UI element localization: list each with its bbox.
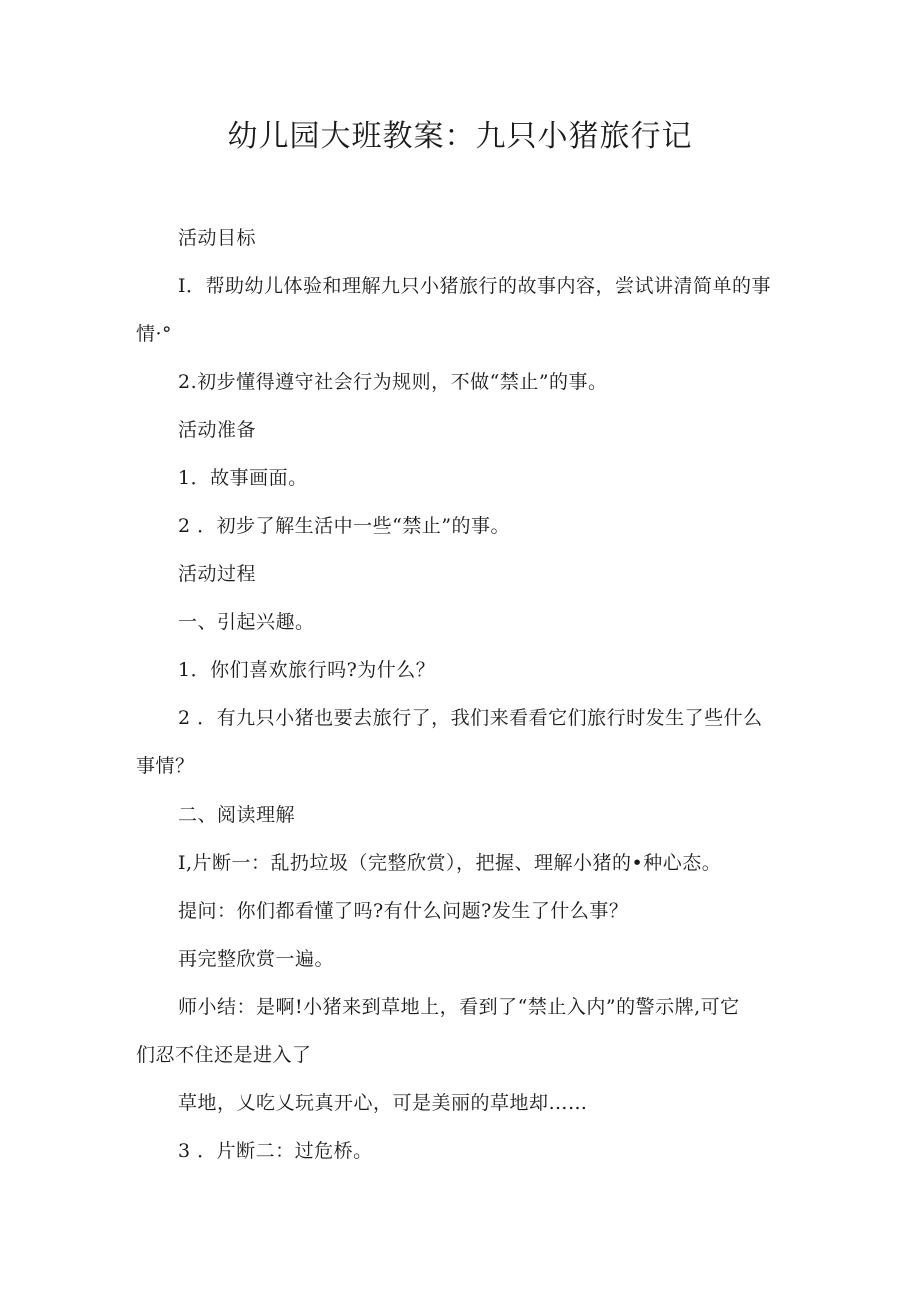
re-watch-paragraph: 再完整欣赏一遍。 — [178, 948, 335, 970]
section-two-heading: 二、阅读理解 — [178, 804, 296, 826]
section-two-item-3: 3 ．片断二：过危桥。 — [178, 1140, 373, 1162]
teacher-summary: 师小结：是啊!小猪来到草地上，看到了“禁止入内”的警示牌,可它 — [178, 996, 740, 1018]
goal-item-2: 2.初步懂得遵守社会行为规则，不做“禁止”的事。 — [178, 371, 608, 393]
question-paragraph: 提问：你们都看懂了吗?有什么问题?发生了什么事？ — [178, 900, 629, 922]
teacher-summary-continued: 们忍不住还是进入了 — [136, 1044, 312, 1066]
teacher-summary-end: 草地，乂吃乂玩真开心，可是美丽的草地却…… — [178, 1092, 588, 1114]
heading-activity-process: 活动过程 — [178, 563, 257, 585]
section-one-item-2: 2 ．有九只小猪也要去旅行了，我们来看看它们旅行时发生了些什么 — [178, 707, 763, 729]
heading-activity-preparation: 活动准备 — [178, 419, 257, 441]
goal-item-1: I．帮助幼儿体验和理解九只小猪旅行的故事内容，尝试讲清简单的事 — [178, 275, 772, 297]
goal-item-1-continued: 情·° — [136, 323, 173, 345]
section-one-item-1: 1．你们喜欢旅行吗?为什么？ — [178, 659, 436, 681]
preparation-item-2: 2 ．初步了解生活中一些“禁止”的事。 — [178, 515, 511, 537]
document-title: 幼儿园大班教案：九只小猪旅行记 — [227, 119, 693, 154]
section-one-item-2-continued: 事情？ — [136, 755, 195, 777]
section-one-heading: 一、引起兴趣。 — [178, 611, 315, 633]
section-two-item-1: I,片断一：乱扔垃圾（完整欣赏），把握、理解小猪的•种心态。 — [178, 852, 722, 874]
preparation-item-1: 1．故事画面。 — [178, 467, 308, 489]
heading-activity-goals: 活动目标 — [178, 227, 257, 249]
